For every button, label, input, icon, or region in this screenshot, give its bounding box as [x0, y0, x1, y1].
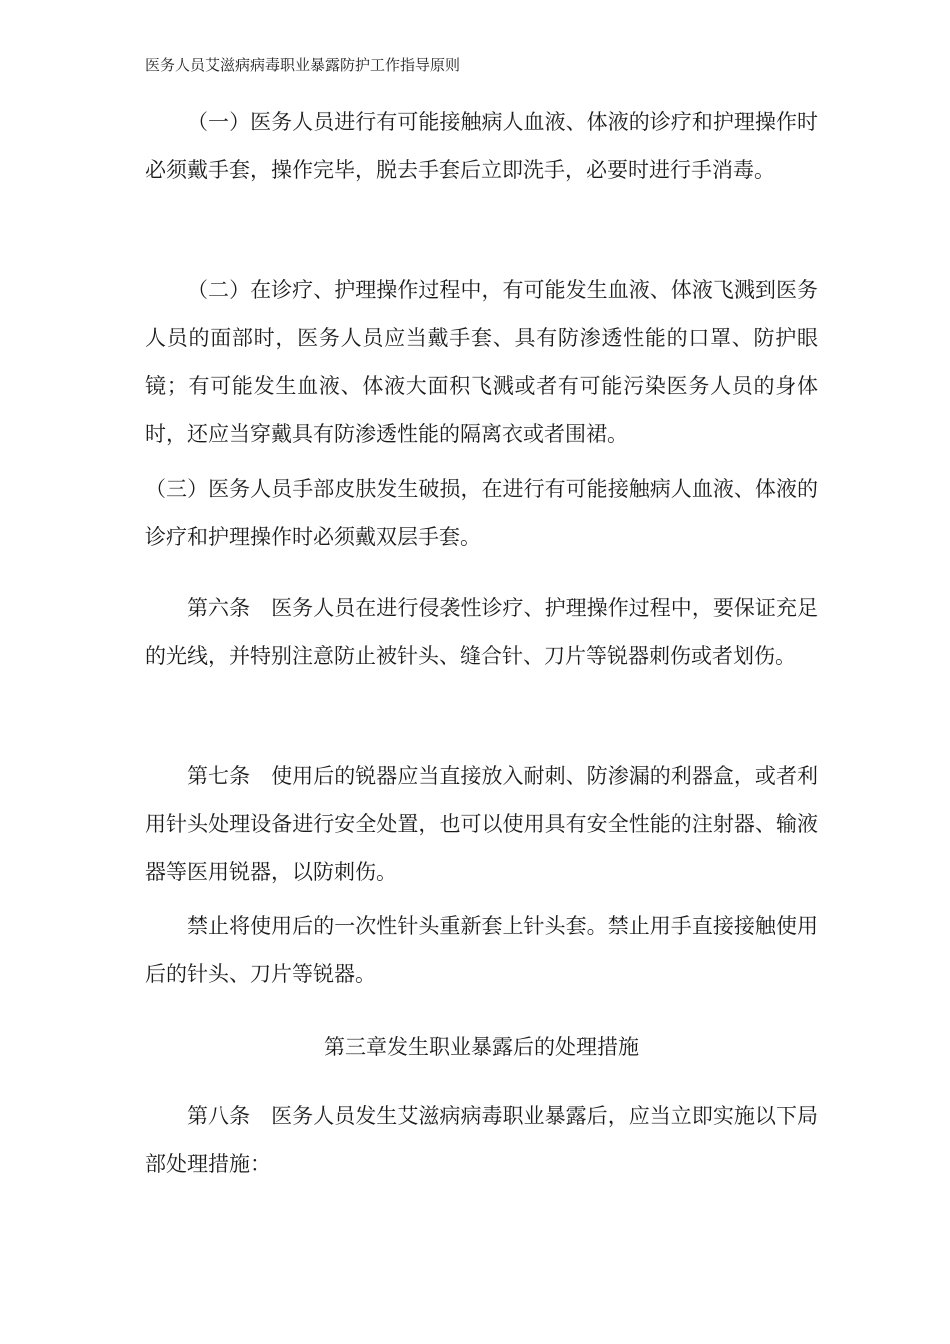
- paragraph-article-8: 第八条 医务人员发生艾滋病病毒职业暴露后，应当立即实施以下局部处理措施：: [145, 1104, 818, 1176]
- chapter-heading: 第三章发生职业暴露后的处理措施: [324, 1035, 639, 1059]
- paragraph-clause-3: （三）医务人员手部皮肤发生破损，在进行有可能接触病人血液、体液的诊疗和护理操作时必须戴双层手套。: [145, 477, 818, 549]
- paragraph-clause-1: （一）医务人员进行有可能接触病人血液、体液的诊疗和护理操作时必须戴手套，操作完毕，脱去手套后立即洗手，必要时进行手消毒。: [145, 110, 818, 182]
- paragraph-prohibition: 禁止将使用后的一次性针头重新套上针头套。禁止用手直接接触使用后的针头、刀片等锐器。: [145, 914, 818, 986]
- paragraph-article-7: 第七条 使用后的锐器应当直接放入耐刺、防渗漏的利器盒，或者利用针头处理设备进行安全处置，也可以使用具有安全性能的注射器、输液器等医用锐器，以防刺伤。: [145, 764, 818, 884]
- paragraph-clause-2: （二）在诊疗、护理操作过程中，有可能发生血液、体液飞溅到医务人员的面部时，医务人员应当戴手套、具有防渗透性能的口罩、防护眼镜；有可能发生血液、体液大面积飞溅或者有可能污染医务人员的身体时，还应当穿戴具有防渗透性能的隔离衣或者围裙。: [145, 278, 818, 446]
- paragraph-article-6: 第六条 医务人员在进行侵袭性诊疗、护理操作过程中，要保证充足的光线，并特别注意防止被针头、缝合针、刀片等锐器刺伤或者划伤。: [145, 596, 818, 668]
- running-header: 医务人员艾滋病病毒职业暴露防护工作指导原则: [145, 56, 461, 74]
